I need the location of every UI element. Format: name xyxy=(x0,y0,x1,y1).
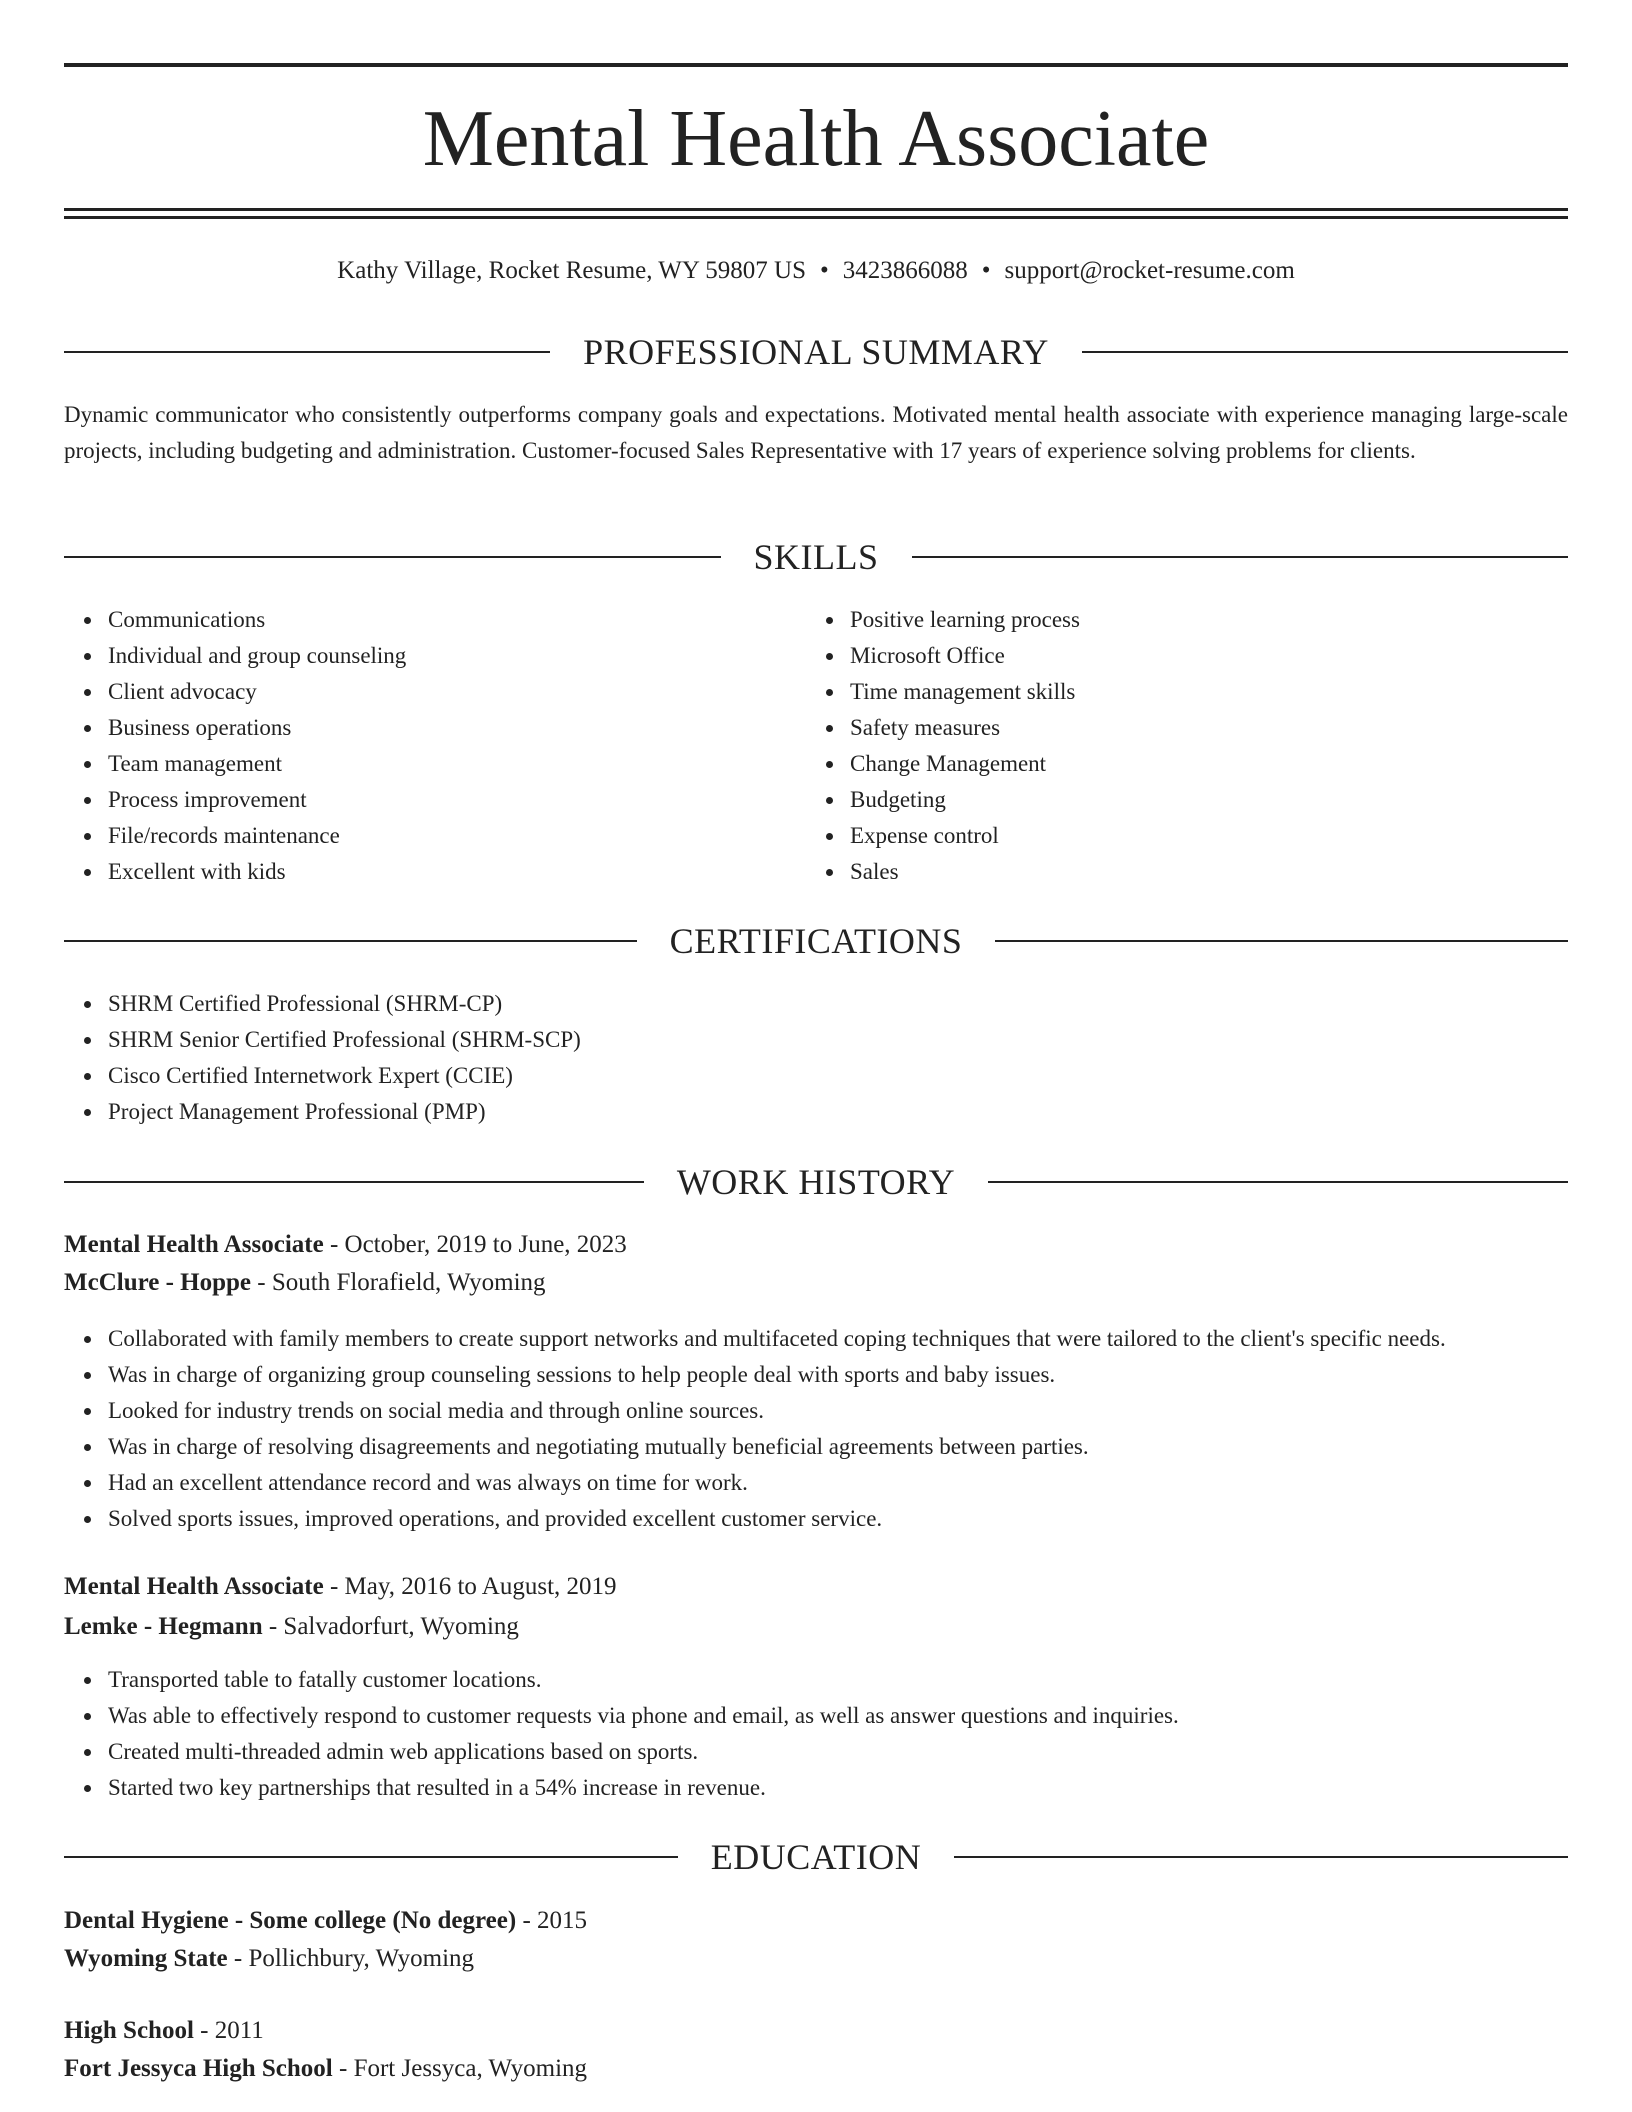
section-header-summary xyxy=(64,330,1568,374)
skill-item: Positive learning process xyxy=(850,602,1080,638)
section-rule-right xyxy=(1082,351,1568,353)
job-bullet: Started two key partnerships that resulted in a 54% increase in revenue. xyxy=(108,1770,1179,1806)
resume-title: Mental Health Associate xyxy=(422,95,1210,183)
section-rule-right xyxy=(988,1181,1568,1183)
education-location: - Pollichbury, Wyoming xyxy=(227,1945,475,1972)
job-company-line xyxy=(64,1608,519,1646)
certifications-list xyxy=(64,986,581,1130)
skill-item: Safety measures xyxy=(850,710,1080,746)
section-header-education xyxy=(64,1835,1568,1879)
header-double-rule-upper xyxy=(64,208,1568,211)
job-bullet: Collaborated with family members to create support networks and multifaceted coping techniques that were tailored to the client's specific needs. xyxy=(108,1321,1446,1357)
skill-item: Expense control xyxy=(850,818,1080,854)
section-rule-right xyxy=(954,1856,1568,1858)
skill-item: Communications xyxy=(108,602,406,638)
contact-separator: • xyxy=(819,257,829,284)
job-company: McClure - Hoppe xyxy=(64,1269,252,1296)
section-rule-left xyxy=(64,351,550,353)
job-bullet: Solved sports issues, improved operations, and provided excellent customer service. xyxy=(108,1501,1446,1537)
section-rule-right xyxy=(995,940,1568,942)
summary-paragraph: Dynamic communicator who consistently outperforms company goals and expectations. Motivated mental health associate with experience managing large-scale projects, including budgeting and administration. Customer-focused Sales Representative with 17 years of experience solving problems for clients. xyxy=(64,402,1568,463)
skill-item: Budgeting xyxy=(850,782,1080,818)
job-bullet: Transported table to fatally customer locations. xyxy=(108,1662,1179,1698)
section-header-certifications xyxy=(64,919,1568,963)
section-title-certifications: CERTIFICATIONS xyxy=(669,921,963,961)
skill-item: Microsoft Office xyxy=(850,638,1080,674)
skill-item: Team management xyxy=(108,746,406,782)
job-company: Lemke - Hegmann xyxy=(64,1613,263,1640)
contact-email: support@rocket-resume.com xyxy=(1004,257,1295,284)
certification-item: SHRM Certified Professional (SHRM-CP) xyxy=(108,986,581,1022)
job-bullet: Created multi-threaded admin web applications based on sports. xyxy=(108,1734,1179,1770)
section-title-summary: PROFESSIONAL SUMMARY xyxy=(583,332,1049,372)
skill-item: Excellent with kids xyxy=(108,854,406,890)
education-school-line xyxy=(64,2050,587,2088)
job-location: - Salvadorfurt, Wyoming xyxy=(262,1613,519,1640)
job-bullet: Was in charge of organizing group counseling sessions to help people deal with sports and baby issues. xyxy=(108,1357,1446,1393)
section-header-skills xyxy=(64,535,1568,579)
contact-line xyxy=(64,254,1568,288)
certification-item: Project Management Professional (PMP) xyxy=(108,1094,581,1130)
skill-item: File/records maintenance xyxy=(108,818,406,854)
skills-list-left xyxy=(64,602,406,890)
contact-address: Kathy Village, Rocket Resume, WY 59807 US xyxy=(337,257,806,284)
skills-list-right xyxy=(806,602,1080,890)
header-top-rule xyxy=(64,63,1568,67)
education-school: Fort Jessyca High School xyxy=(64,2055,333,2082)
education-school-line xyxy=(64,1940,474,1978)
job-title: Mental Health Associate xyxy=(64,1231,324,1258)
certification-item: Cisco Certified Internetwork Expert (CCIE) xyxy=(108,1058,581,1094)
job-location: - South Florafield, Wyoming xyxy=(251,1269,546,1296)
skill-item: Client advocacy xyxy=(108,674,406,710)
skill-item: Individual and group counseling xyxy=(108,638,406,674)
section-rule-left xyxy=(64,556,721,558)
section-header-work-history xyxy=(64,1160,1568,1204)
job-bullet: Had an excellent attendance record and was always on time for work. xyxy=(108,1465,1446,1501)
section-rule-left xyxy=(64,940,637,942)
education-year: - 2015 xyxy=(516,1907,588,1934)
education-location: - Fort Jessyca, Wyoming xyxy=(332,2055,588,2082)
education-degree-line xyxy=(64,1902,587,1940)
job-bullets xyxy=(64,1662,1179,1806)
job-bullet: Looked for industry trends on social media and through online sources. xyxy=(108,1393,1446,1429)
skill-item: Business operations xyxy=(108,710,406,746)
skill-item: Sales xyxy=(850,854,1080,890)
section-rule-right xyxy=(912,556,1569,558)
education-degree-line xyxy=(64,2012,264,2050)
job-title: Mental Health Associate xyxy=(64,1573,324,1600)
education-degree: High School xyxy=(64,2017,194,2044)
section-title-skills: SKILLS xyxy=(753,537,879,577)
section-title-work-history: WORK HISTORY xyxy=(676,1162,956,1202)
job-bullet: Was able to effectively respond to customer requests via phone and email, as well as answer questions and inquiries. xyxy=(108,1698,1179,1734)
contact-phone: 3423866088 xyxy=(842,257,968,284)
skill-item: Change Management xyxy=(850,746,1080,782)
education-year: - 2011 xyxy=(193,2017,264,2044)
skill-item: Time management skills xyxy=(850,674,1080,710)
job-bullets xyxy=(64,1321,1446,1537)
job-bullet: Was in charge of resolving disagreements and negotiating mutually beneficial agreements between parties. xyxy=(108,1429,1446,1465)
contact-separator: • xyxy=(981,257,991,284)
job-dates: - May, 2016 to August, 2019 xyxy=(323,1573,617,1600)
job-title-line xyxy=(64,1568,617,1606)
skill-item: Process improvement xyxy=(108,782,406,818)
header-double-rule-lower xyxy=(64,216,1568,219)
job-dates: - October, 2019 to June, 2023 xyxy=(323,1231,627,1258)
section-rule-left xyxy=(64,1856,678,1858)
job-title-line xyxy=(64,1226,627,1264)
section-title-education: EDUCATION xyxy=(710,1837,922,1877)
education-degree: Dental Hygiene - Some college (No degree) xyxy=(64,1907,517,1934)
education-school: Wyoming State xyxy=(64,1945,228,1972)
job-company-line xyxy=(64,1264,546,1302)
certification-item: SHRM Senior Certified Professional (SHRM-SCP) xyxy=(108,1022,581,1058)
section-rule-left xyxy=(64,1181,644,1183)
